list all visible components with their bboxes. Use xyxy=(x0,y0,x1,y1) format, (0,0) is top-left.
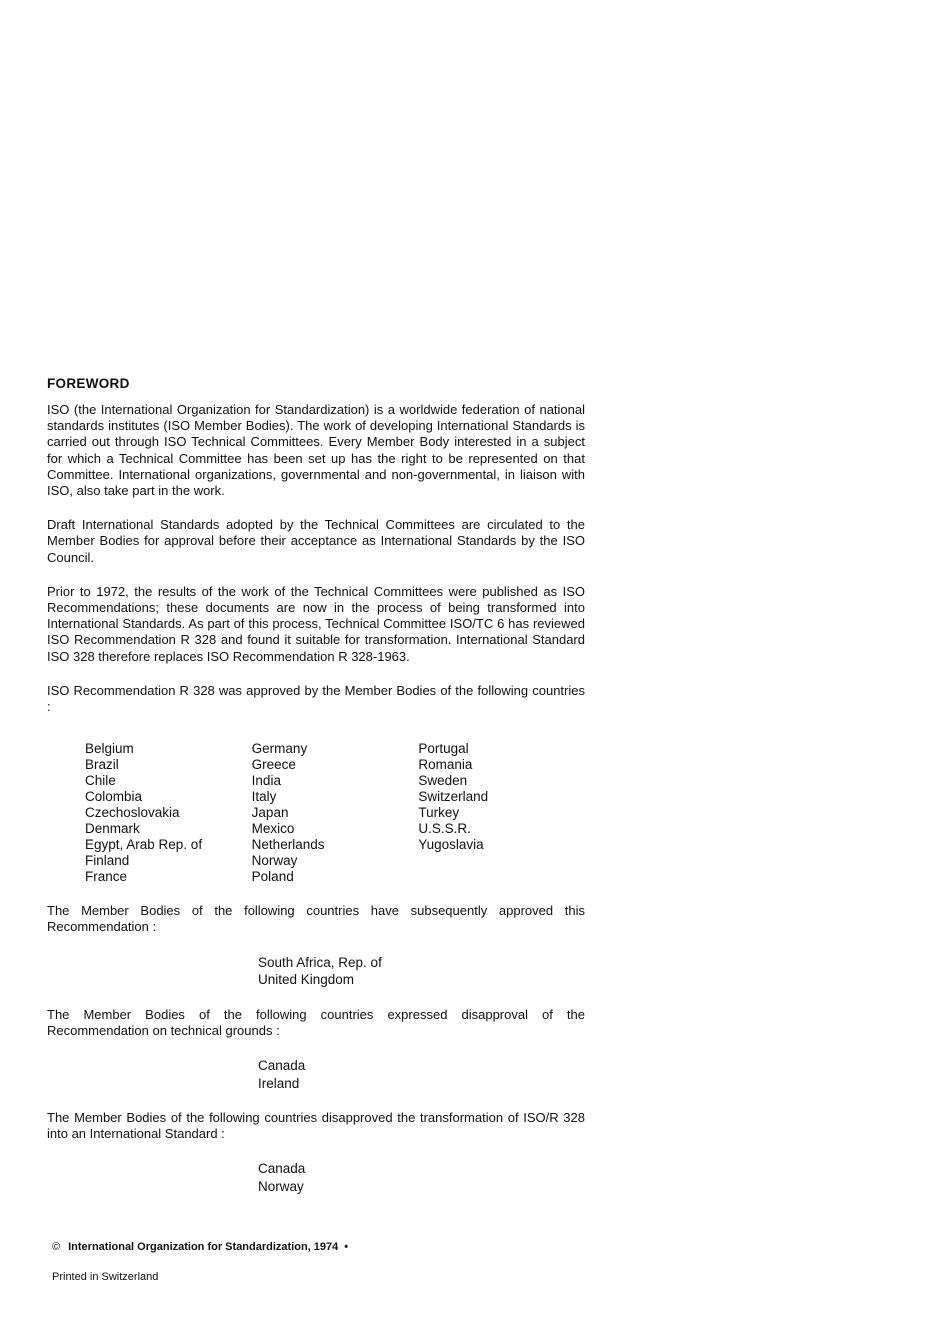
country-item: Mexico xyxy=(251,821,295,837)
country-item: Netherlands xyxy=(251,837,325,853)
bullet-icon: • xyxy=(344,1241,349,1253)
country-item: Turkey xyxy=(418,805,460,821)
paragraph-transformation: Prior to 1972, the results of the work of the Technical Committees were published as ISO Recommendations; these documents are now in the process of being transformed into International Standards. As part of this process, Technical Committee ISO/TC 6 has reviewed ISO Recommendation R 328 and found it suitable for transformation. International Standard ISO 328 therefore replaces ISO Recommendation R 328-1963. xyxy=(47,583,585,664)
country-item: U.S.S.R. xyxy=(418,821,471,837)
country-item: South Africa, Rep. of xyxy=(258,954,382,970)
subsequent-approval-list xyxy=(258,954,585,989)
foreword-section xyxy=(47,376,585,1213)
country-item: Belgium xyxy=(85,741,134,757)
country-item: Japan xyxy=(251,805,289,821)
country-item: Norway xyxy=(258,1178,304,1194)
country-item: Poland xyxy=(251,869,294,885)
country-item: Romania xyxy=(418,757,473,773)
country-item: Portugal xyxy=(418,741,469,757)
paragraph-subsequent-approval: The Member Bodies of the following countries have subsequently approved this Recommendation : xyxy=(47,903,585,935)
technical-disapproval-list xyxy=(258,1057,585,1092)
country-item: India xyxy=(251,773,281,789)
country-item: Sweden xyxy=(418,773,468,789)
country-item: Canada xyxy=(258,1161,306,1177)
country-item: Chile xyxy=(85,773,116,789)
country-item: France xyxy=(85,869,128,885)
country-item: Germany xyxy=(251,741,308,757)
country-item: Czechoslovakia xyxy=(85,805,180,821)
country-item: Brazil xyxy=(85,757,119,773)
country-item: Italy xyxy=(251,789,277,805)
printed-in-notice: Printed in Switzerland xyxy=(52,1271,159,1283)
country-item: Canada xyxy=(258,1058,306,1074)
foreword-heading: FOREWORD xyxy=(47,376,130,391)
country-item: Colombia xyxy=(85,789,143,805)
paragraph-approval-intro: ISO Recommendation R 328 was approved by the Member Bodies of the following countries : xyxy=(47,682,585,715)
approving-countries-list xyxy=(85,741,585,885)
country-item: Ireland xyxy=(258,1075,300,1091)
paragraph-transformation-disapproval: The Member Bodies of the following countries disapproved the transformation of ISO/R 328 into an International Standard : xyxy=(47,1110,585,1142)
transformation-disapproval-list xyxy=(258,1160,585,1195)
country-column-1 xyxy=(85,741,252,885)
country-item: United Kingdom xyxy=(258,972,355,988)
country-item: Denmark xyxy=(85,821,140,837)
country-item: Egypt, Arab Rep. of xyxy=(85,837,203,853)
country-column-2 xyxy=(252,741,419,885)
copyright-notice xyxy=(52,1241,348,1253)
country-item: Finland xyxy=(85,853,130,869)
paragraph-iso-intro: ISO (the International Organization for Standardization) is a worldwide federation of national standards institutes (ISO Member Bodies). The work of developing International Standards is carried out through ISO Technical Committees. Every Member Body interested in a subject for which a Technical Committee has been set up has the right to be represented on that Committee. International organizations, governmental and non-governmental, in liaison with ISO, also take part in the work. xyxy=(47,402,585,499)
copyright-symbol: © xyxy=(52,1241,61,1253)
country-item: Switzerland xyxy=(418,789,489,805)
country-item: Yugoslavia xyxy=(418,837,484,853)
paragraph-technical-disapproval: The Member Bodies of the following countries expressed disapproval of the Recommendation on technical grounds : xyxy=(47,1006,585,1038)
country-item: Norway xyxy=(251,853,298,869)
copyright-text: International Organization for Standardization, 1974 xyxy=(68,1241,339,1253)
paragraph-draft-standards: Draft International Standards adopted by the Technical Committees are circulated to the Member Bodies for approval before their acceptance as International Standards by the ISO Council. xyxy=(47,517,585,565)
country-column-3 xyxy=(418,741,585,885)
country-item: Greece xyxy=(251,757,296,773)
